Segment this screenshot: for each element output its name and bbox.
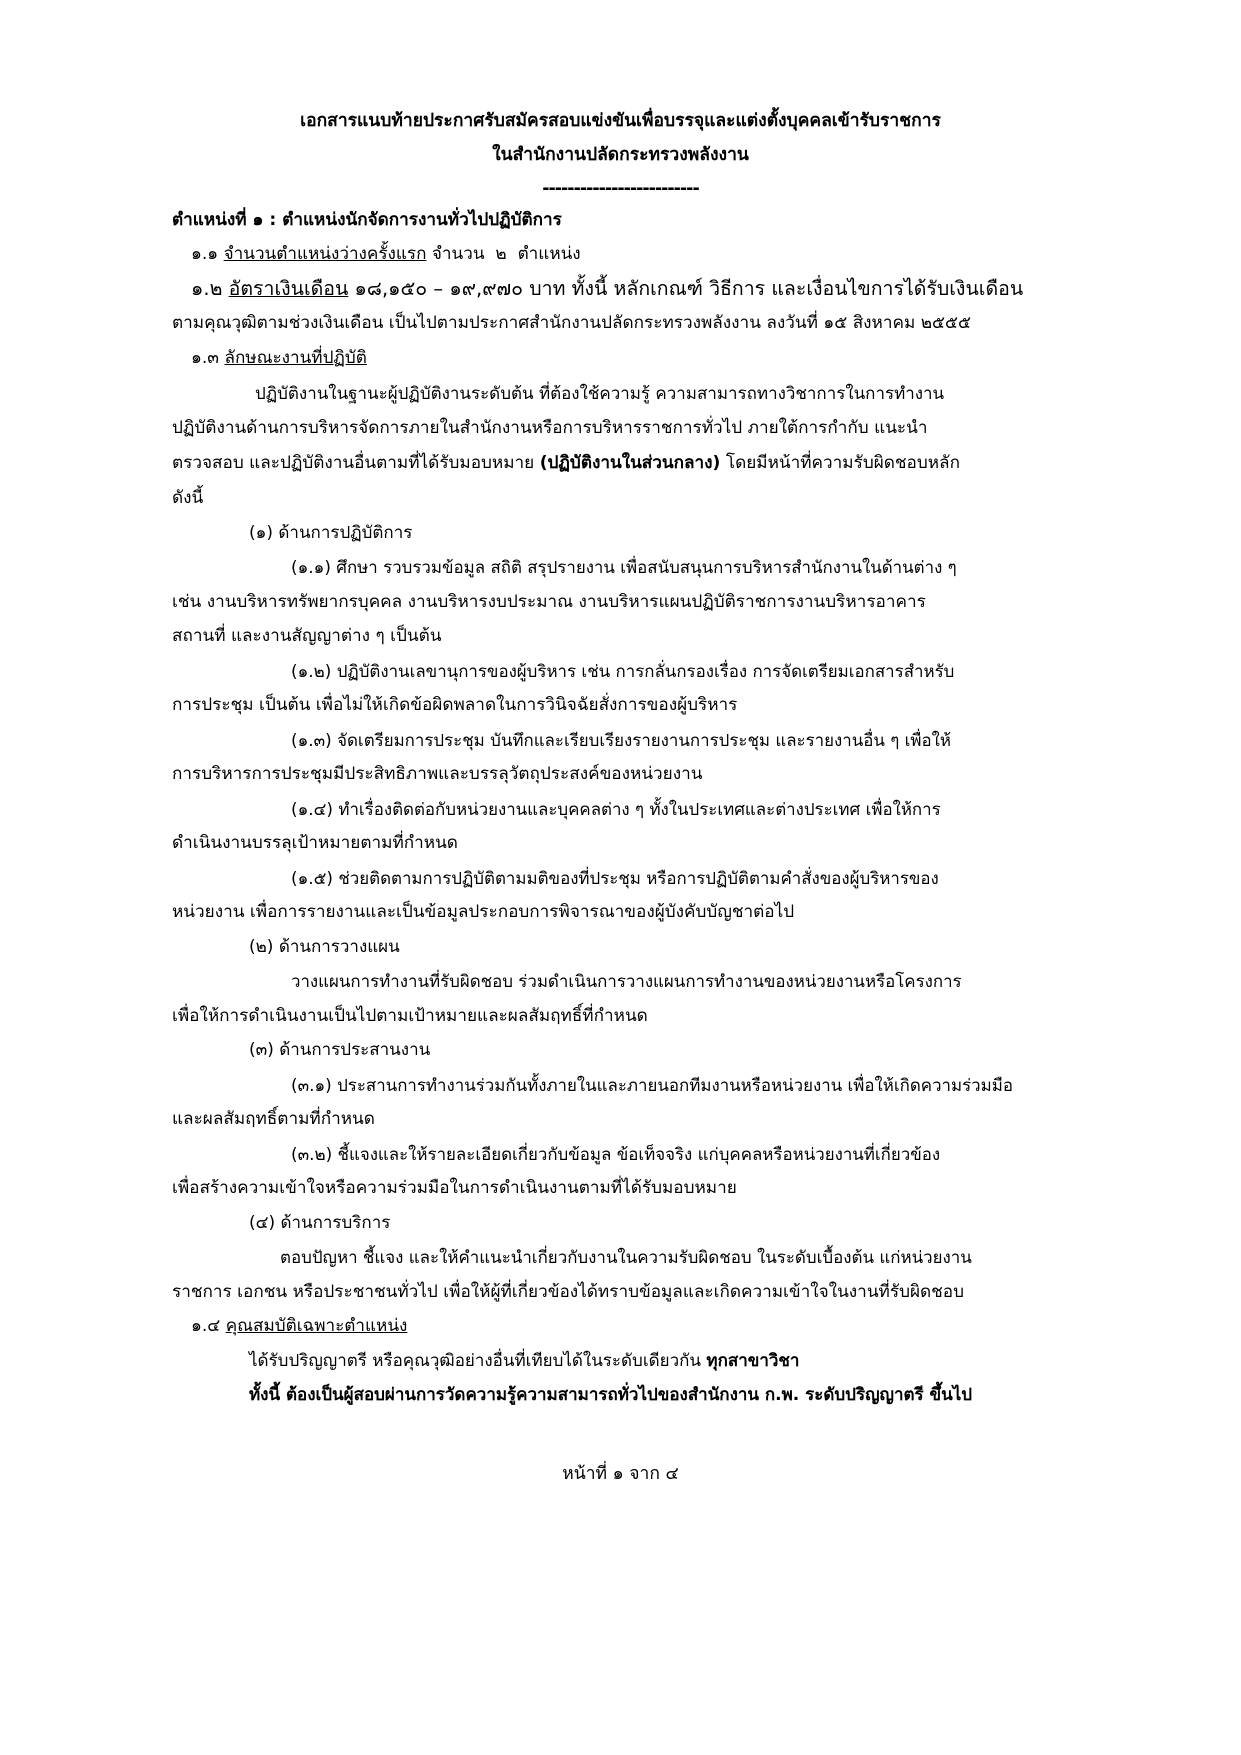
- duty-item: วางแผนการทำงานที่รับผิดชอบ ร่วมดำเนินการวางแผนการทำงานของหน่วยงานหรือโครงการ: [291, 971, 962, 991]
- section-1-2: [191, 275, 1113, 303]
- paragraph-line: ดังนี้: [172, 488, 204, 508]
- duty-item-continued: และผลสัมฤทธิ์ตามที่กำหนด: [172, 1109, 375, 1129]
- section-number: ๑.๒: [191, 277, 223, 300]
- paragraph-text: โดยมีหน้าที่ความรับผิดชอบหลัก: [720, 453, 960, 473]
- duty-item: (๑.๑) ศึกษา รวบรวมข้อมูล สถิติ สรุปรายงาน เพื่อสนับสนุนการบริหารสำนักงานในด้านต่าง ๆ: [291, 557, 957, 577]
- document-title-line2: ในสำนักงานปลัดกระทรวงพลังงาน: [492, 145, 749, 165]
- duty-item-continued: เพื่อสร้างความเข้าใจหรือความร่วมมือในการดำเนินงานตามที่ได้รับมอบหมาย: [172, 1178, 737, 1198]
- section-label: คุณสมบัติเฉพาะตำแหน่ง: [225, 1316, 408, 1336]
- duty-item-continued: ราชการ เอกชน หรือประชาชนทั่วไป เพื่อให้ผู้ที่เกี่ยวข้องได้ทราบข้อมูลและเกิดความเข้าใจในงานที่รับผิดชอบ: [172, 1282, 964, 1302]
- duty-item-continued: ดำเนินงานบรรลุเป้าหมายตามที่กำหนด: [172, 833, 458, 853]
- section-text: จำนวน ๒ ตำแหน่ง: [426, 244, 581, 264]
- duty-item-continued: การประชุม เป็นต้น เพื่อไม่ให้เกิดข้อผิดพลาดในการวินิจฉัยสั่งการของผู้บริหาร: [172, 695, 738, 715]
- position-heading: ตำแหน่งที่ ๑ : ตำแหน่งนักจัดการงานทั่วไปปฏิบัติการ: [172, 210, 562, 230]
- duty-item: (๑.๓) จัดเตรียมการประชุม บันทึกและเรียบเรียงรายงานการประชุม และรายงานอื่น ๆ เพื่อให้: [291, 730, 952, 750]
- qualification-emphasis: ทุกสาขาวิชา: [706, 1351, 800, 1371]
- section-label: จำนวนตำแหน่งว่างครั้งแรก: [223, 244, 427, 264]
- section-number: ๑.๑: [191, 244, 219, 264]
- section-1-3: [191, 344, 1241, 372]
- title-divider: -------------------------: [542, 179, 699, 199]
- duty-item: (๓.๒) ชี้แจงและให้รายละเอียดเกี่ยวกับข้อมูล ข้อเท็จจริง แก่บุคคลหรือหน่วยงานที่เกี่ยวข้อง: [291, 1144, 941, 1164]
- paragraph-line: ปฏิบัติงานด้านการบริหารจัดการภายในสำนักงานหรือการบริหารราชการทั่วไป ภายใต้การกำกับ แนะนำ: [172, 418, 928, 438]
- duty-item-continued: หน่วยงาน เพื่อการรายงานและเป็นข้อมูลประกอบการพิจารณาของผู้บังคับบัญชาต่อไป: [172, 902, 795, 922]
- paragraph-line: ปฏิบัติงานในฐานะผู้ปฏิบัติงานระดับต้น ที่ต้องใช้ความรู้ ความสามารถทางวิชาการในการทำงาน: [255, 383, 945, 403]
- duty-item: (๑.๔) ทำเรื่องติดต่อกับหน่วยงานและบุคคลต่าง ๆ ทั้งในประเทศและต่างประเทศ เพื่อให้การ: [291, 799, 941, 819]
- qualification-text: ได้รับปริญญาตรี หรือคุณวุฒิอย่างอื่นที่เทียบได้ในระดับเดียวกัน: [249, 1351, 707, 1371]
- paragraph-emphasis: (ปฏิบัติงานในส่วนกลาง): [539, 453, 721, 473]
- duty-item: (๓.๑) ประสานการทำงานร่วมกันทั้งภายในและภายนอกทีมงานหรือหน่วยงาน เพื่อให้เกิดความร่วมมือ: [291, 1075, 1014, 1095]
- duty-item: (๑.๕) ช่วยติดตามการปฏิบัติตามมติของที่ประชุม หรือการปฏิบัติตามคำสั่งของผู้บริหารของ: [291, 868, 939, 888]
- qualification-requirement: ทั้งนี้ ต้องเป็นผู้สอบผ่านการวัดความรู้ความสามารถทั่วไปของสำนักงาน ก.พ. ระดับปริญญาตรี ขึ้นไป: [249, 1385, 973, 1405]
- section-number: ๑.๔: [191, 1316, 221, 1336]
- section-1-2-continued: ตามคุณวุฒิตามช่วงเงินเดือน เป็นไปตามประกาศสำนักงานปลัดกระทรวงพลังงาน ลงวันที่ ๑๕ สิงหาคม ๒๕๕๕: [172, 313, 972, 333]
- document-title-line1: เอกสารแนบท้ายประกาศรับสมัครสอบแข่งขันเพื่อบรรจุและแต่งตั้งบุคคลเข้ารับราชการ: [300, 111, 941, 131]
- section-text: ๑๘,๑๕๐ – ๑๙,๙๗๐ บาท ทั้งนี้ หลักเกณฑ์ วิธีการ และเงื่อนไขการได้รับเงินเดือน: [348, 277, 1024, 300]
- duty-heading: (๓) ด้านการประสานงาน: [249, 1040, 431, 1060]
- duty-item: ตอบปัญหา ชี้แจง และให้คำแนะนำเกี่ยวกับงานในความรับผิดชอบ ในระดับเบื้องต้น แก่หน่วยงาน: [280, 1247, 972, 1267]
- section-1-4: [191, 1312, 1241, 1340]
- duty-item-continued: การบริหารการประชุมมีประสิทธิภาพและบรรลุวัตถุประสงค์ของหน่วยงาน: [172, 764, 703, 784]
- paragraph-text: ตรวจสอบ และปฏิบัติงานอื่นตามที่ได้รับมอบหมาย: [172, 453, 540, 473]
- duty-heading: (๒) ด้านการวางแผน: [249, 937, 400, 957]
- duty-item: (๑.๒) ปฏิบัติงานเลขานุการของผู้บริหาร เช่น การกลั่นกรองเรื่อง การจัดเตรียมเอกสารสำหรับ: [291, 661, 955, 681]
- section-label: ลักษณะงานที่ปฏิบัติ: [224, 348, 367, 368]
- section-number: ๑.๓: [191, 348, 219, 368]
- section-1-1: [191, 240, 1241, 268]
- qualification-line: [249, 1347, 1241, 1375]
- section-label: อัตราเงินเดือน: [228, 277, 349, 300]
- duty-item-continued: สถานที่ และงานสัญญาต่าง ๆ เป็นต้น: [172, 626, 442, 646]
- duty-heading: (๑) ด้านการปฏิบัติการ: [249, 523, 413, 543]
- page-number: หน้าที่ ๑ จาก ๔: [562, 1464, 679, 1484]
- duty-item-continued: เพื่อให้การดำเนินงานเป็นไปตามเป้าหมายและผลสัมฤทธิ์ที่กำหนด: [172, 1006, 648, 1026]
- duty-heading: (๔) ด้านการบริการ: [249, 1213, 391, 1233]
- duty-item-continued: เช่น งานบริหารทรัพยากรบุคคล งานบริหารงบประมาณ งานบริหารแผนปฏิบัติราชการงานบริหารอาคาร: [172, 592, 926, 612]
- paragraph-line: [172, 449, 1241, 477]
